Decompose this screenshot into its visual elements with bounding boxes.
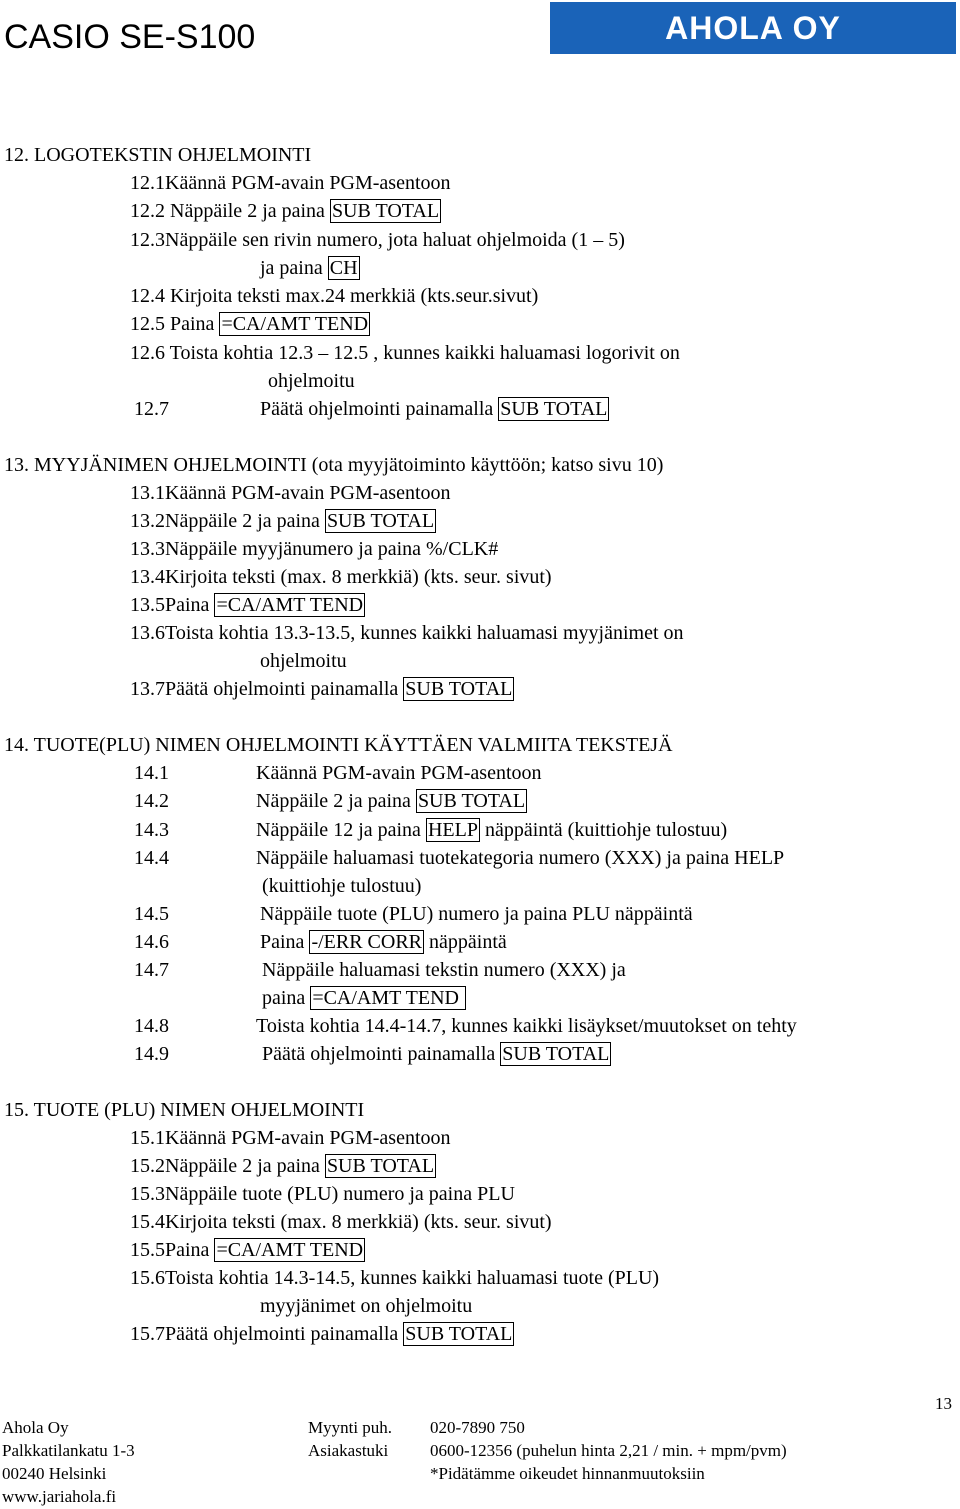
document-title: CASIO SE-S100 bbox=[4, 18, 256, 56]
key-label: SUB TOTAL bbox=[326, 510, 435, 532]
step bbox=[256, 818, 727, 842]
step: Näppäile haluamasi tuotekategoria numero (XXX) ja paina HELP bbox=[256, 847, 785, 869]
step-text: 13.2Näppäile 2 ja paina bbox=[130, 510, 325, 532]
section-heading: 15. TUOTE (PLU) NIMEN OHJELMOINTI bbox=[4, 1099, 365, 1121]
section-heading: 13. MYYJÄNIMEN OHJELMOINTI (ota myyjätoiminto käyttöön; katso sivu 10) bbox=[4, 454, 664, 476]
step-text: 13.5Paina bbox=[130, 594, 215, 616]
step bbox=[256, 789, 527, 813]
step: 12.6 Toista kohtia 12.3 – 12.5 , kunnes kaikki haluamasi logorivit on bbox=[130, 342, 680, 364]
step: 12.3Näppäile sen rivin numero, jota haluat ohjelmoida (1 – 5) bbox=[130, 229, 625, 251]
step bbox=[130, 1238, 365, 1262]
step: Näppäile tuote (PLU) numero ja paina PLU näppäintä bbox=[260, 903, 693, 925]
company-logo: AHOLA OY bbox=[550, 2, 956, 54]
step: 13.4Kirjoita teksti (max. 8 merkkiä) (kts. seur. sivut) bbox=[130, 566, 552, 588]
step-continued: ohjelmoitu bbox=[268, 370, 355, 392]
footer-company: Ahola Oy bbox=[2, 1418, 69, 1437]
step: Toista kohtia 14.4-14.7, kunnes kaikki lisäykset/muutokset on tehty bbox=[256, 1015, 797, 1037]
key-label: =CA/AMT TEND bbox=[221, 313, 369, 335]
footer-street: Palkkatilankatu 1-3 bbox=[2, 1441, 135, 1460]
step-number: 14.4 bbox=[134, 847, 169, 869]
step bbox=[130, 199, 441, 223]
step-number: 14.6 bbox=[134, 931, 169, 953]
step: 13.6Toista kohtia 13.3-13.5, kunnes kaikki haluamasi myyjänimet on bbox=[130, 622, 684, 644]
step bbox=[130, 593, 365, 617]
key-label: SUB TOTAL bbox=[417, 790, 526, 812]
step-text: 12.5 Paina bbox=[130, 313, 220, 335]
footer-sales-phone: 020-7890 750 bbox=[430, 1418, 525, 1437]
key-label: =CA/AMT TEND bbox=[312, 987, 464, 1009]
step bbox=[260, 930, 507, 954]
step-text: 15.5Paina bbox=[130, 1239, 215, 1261]
key-label: =CA/AMT TEND bbox=[216, 1239, 364, 1261]
step-continued: myyjänimet on ohjelmoitu bbox=[260, 1295, 473, 1317]
footer-note: *Pidätämme oikeudet hinnanmuutoksiin bbox=[430, 1464, 705, 1483]
step-text: 13.7Päätä ohjelmointi painamalla bbox=[130, 678, 404, 700]
step: 15.3Näppäile tuote (PLU) numero ja paina PLU bbox=[130, 1183, 515, 1205]
page-number: 13 bbox=[935, 1394, 952, 1413]
key-label: SUB TOTAL bbox=[502, 1043, 610, 1065]
step-continued bbox=[262, 986, 466, 1010]
key-label: SUB TOTAL bbox=[326, 1155, 435, 1177]
step-text: Päätä ohjelmointi painamalla bbox=[260, 398, 499, 420]
step-text: 15.7Päätä ohjelmointi painamalla bbox=[130, 1323, 404, 1345]
key-label: HELP bbox=[427, 819, 478, 841]
footer-city: 00240 Helsinki bbox=[2, 1464, 107, 1483]
step-continued: (kuittiohje tulostuu) bbox=[262, 875, 422, 897]
section-heading: 14. TUOTE(PLU) NIMEN OHJELMOINTI KÄYTTÄEN VALMIITA TEKSTEJÄ bbox=[4, 734, 673, 756]
step: Näppäile haluamasi tekstin numero (XXX) ja bbox=[262, 959, 626, 981]
step: 15.4Kirjoita teksti (max. 8 merkkiä) (kts. seur. sivut) bbox=[130, 1211, 552, 1233]
step: 12.4 Kirjoita teksti max.24 merkkiä (kts.seur.sivut) bbox=[130, 285, 539, 307]
key-label: SUB TOTAL bbox=[405, 678, 513, 700]
step-number: 14.9 bbox=[134, 1043, 169, 1065]
step-text-after: näppäintä bbox=[424, 931, 507, 953]
step-text: Päätä ohjelmointi painamalla bbox=[262, 1043, 501, 1065]
step-number: 14.1 bbox=[134, 762, 169, 784]
section-heading: 12. LOGOTEKSTIN OHJELMOINTI bbox=[4, 144, 312, 166]
step-text: 15.2Näppäile 2 ja paina bbox=[130, 1155, 325, 1177]
step-text: Näppäile 12 ja paina bbox=[256, 819, 426, 841]
footer-sales-label: Myynti puh. bbox=[308, 1418, 393, 1437]
step-text: 12.2 Näppäile 2 ja paina bbox=[130, 200, 330, 222]
key-label: SUB TOTAL bbox=[405, 1323, 513, 1345]
step bbox=[130, 1154, 436, 1178]
key-label: SUB TOTAL bbox=[331, 200, 440, 222]
step-text: Paina bbox=[260, 931, 310, 953]
step bbox=[260, 397, 609, 421]
step bbox=[130, 1322, 514, 1346]
step-number: 14.8 bbox=[134, 1015, 169, 1037]
step-number: 14.3 bbox=[134, 819, 169, 841]
step-text: Näppäile 2 ja paina bbox=[256, 790, 416, 812]
step: 13.1Käännä PGM-avain PGM-asentoon bbox=[130, 482, 451, 504]
step-number: 14.5 bbox=[134, 903, 169, 925]
step-number: 14.2 bbox=[134, 790, 169, 812]
key-label: =CA/AMT TEND bbox=[216, 594, 364, 616]
footer-support-phone: 0600-12356 (puhelun hinta 2,21 / min. + mpm/pvm) bbox=[430, 1441, 787, 1460]
step-continued bbox=[260, 256, 360, 280]
step bbox=[262, 1042, 611, 1066]
key-label: SUB TOTAL bbox=[500, 398, 608, 420]
step: 12.1Käännä PGM-avain PGM-asentoon bbox=[130, 172, 451, 194]
step-number: 14.7 bbox=[134, 959, 169, 981]
step-text: paina bbox=[262, 987, 311, 1009]
key-label: CH bbox=[329, 257, 358, 279]
step bbox=[130, 509, 436, 533]
step: 15.1Käännä PGM-avain PGM-asentoon bbox=[130, 1127, 451, 1149]
step bbox=[130, 677, 514, 701]
footer-website: www.jariahola.fi bbox=[2, 1487, 117, 1506]
step bbox=[130, 312, 370, 336]
step-text-after: näppäintä (kuittiohje tulostuu) bbox=[479, 819, 728, 841]
step: 15.6Toista kohtia 14.3-14.5, kunnes kaikki haluamasi tuote (PLU) bbox=[130, 1267, 660, 1289]
step-continued: ohjelmoitu bbox=[260, 650, 347, 672]
step: Käännä PGM-avain PGM-asentoon bbox=[256, 762, 542, 784]
key-label: -/ERR CORR bbox=[311, 931, 423, 953]
step-text: ja paina bbox=[260, 257, 328, 279]
step-number: 12.7 bbox=[134, 398, 169, 420]
step: 13.3Näppäile myyjänumero ja paina %/CLK# bbox=[130, 538, 499, 560]
footer-support-label: Asiakastuki bbox=[308, 1441, 389, 1460]
